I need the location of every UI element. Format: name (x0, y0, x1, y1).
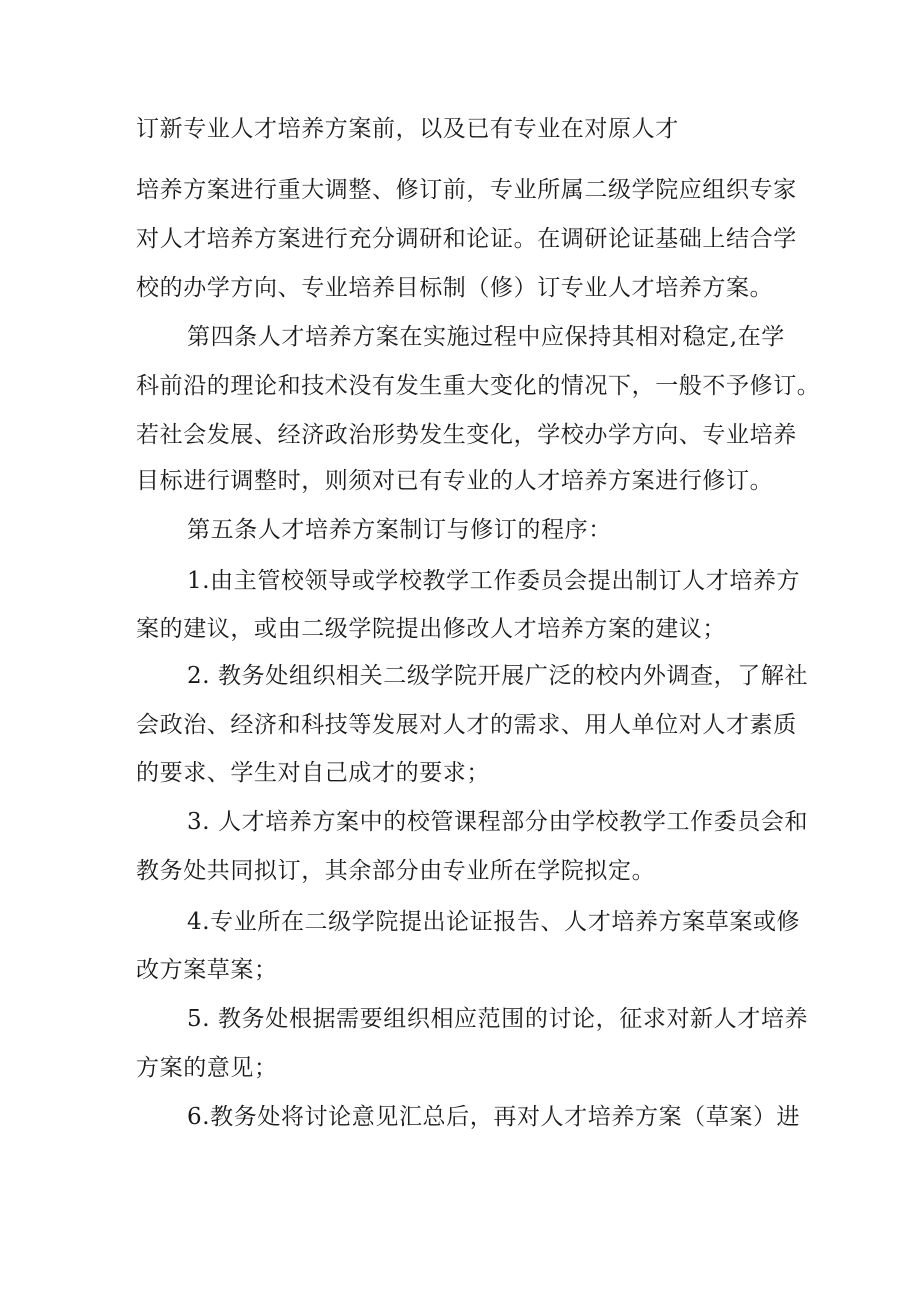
list-item-6-line: 6.教务处将讨论意见汇总后，再对人才培养方案（草案）进 (187, 1104, 801, 1130)
text-line: 案的建议，或由二级学院提出修改人才培养方案的建议； (136, 616, 726, 642)
text-line: 教务处共同拟订，其余部分由专业所在学院拟定。 (136, 858, 656, 884)
list-item-1-line: 1.由主管校领导或学校教学工作委员会提出制订人才培养方 (187, 568, 801, 594)
text-line: 培养方案进行重大调整、修订前，专业所属二级学院应组织专家 (136, 177, 797, 203)
text-line: 的要求、学生对自己成才的要求； (136, 760, 490, 786)
text-line: 会政治、经济和科技等发展对人才的需求、用人单位对人才素质 (136, 712, 797, 738)
text-line: 改方案草案； (136, 957, 278, 983)
list-item-3-line: 3. 人才培养方案中的校管课程部分由学校教学工作委员会和 (187, 809, 809, 835)
list-item-2-line: 2. 教务处组织相关二级学院开展广泛的校内外调查，了解社 (187, 663, 809, 689)
article-5-heading-line: 第五条人才培养方案制订与修订的程序： (187, 517, 612, 543)
text-line: 订新专业人才培养方案前，以及已有专业在对原人才 (136, 116, 679, 142)
list-item-4-line: 4.专业所在二级学院提出论证报告、人才培养方案草案或修 (187, 909, 801, 935)
article-4-heading-line: 第四条人才培养方案在实施过程中应保持其相对稳定,在学 (187, 324, 785, 350)
text-line: 方案的意见； (136, 1055, 278, 1081)
text-line: 若社会发展、经济政治形势发生变化，学校办学方向、专业培养 (136, 422, 797, 448)
text-line: 科前沿的理论和技术没有发生重大变化的情况下，一般不予修订。 (136, 373, 821, 399)
text-line: 目标进行调整时，则须对已有专业的人才培养方案进行修订。 (136, 468, 774, 494)
list-item-5-line: 5. 教务处根据需要组织相应范围的讨论，征求对新人才培养 (187, 1006, 809, 1032)
text-line: 对人才培养方案进行充分调研和论证。在调研论证基础上结合学 (136, 226, 797, 252)
text-line: 校的办学方向、专业培养目标制（修）订专业人才培养方案。 (136, 275, 774, 301)
